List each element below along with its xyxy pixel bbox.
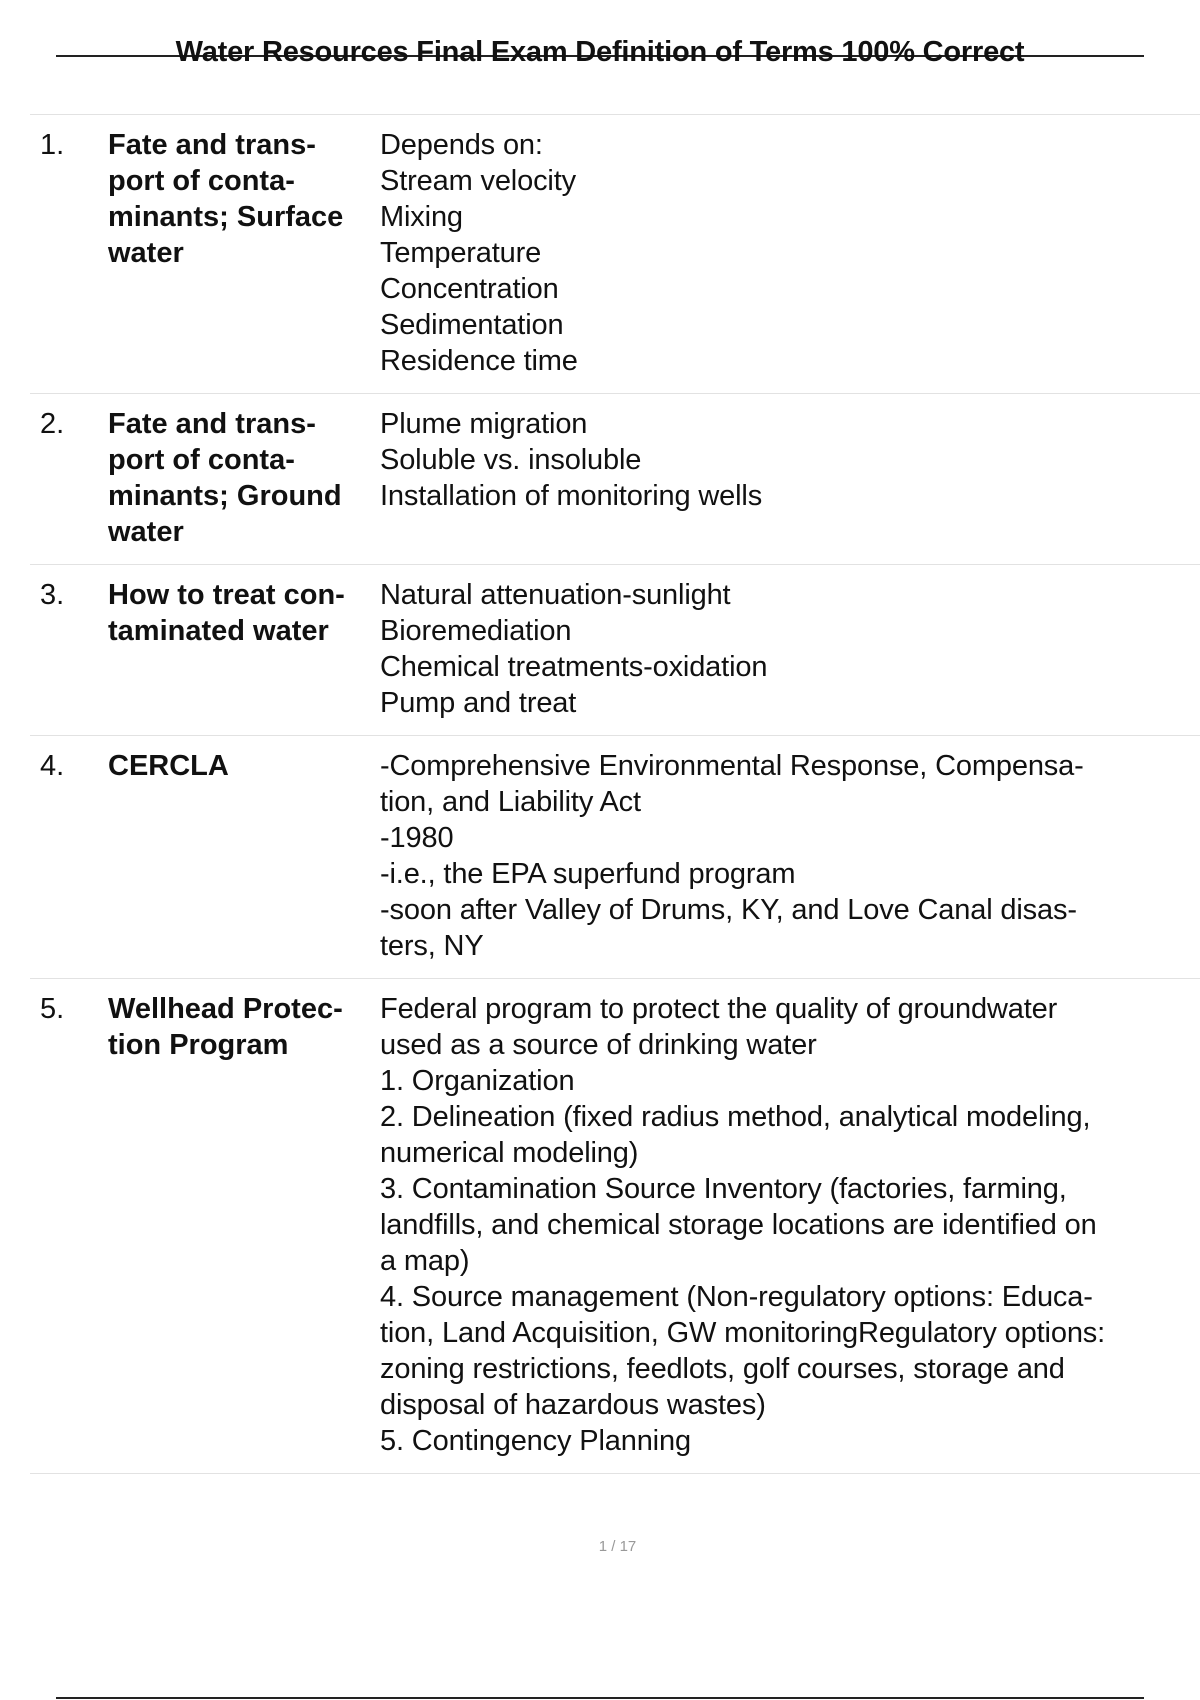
definition-line: 3. Contamination Source Inventory (factories, farming, <box>380 1173 1067 1205</box>
term-name <box>108 991 380 1063</box>
term-name-line: port of conta- <box>108 444 295 476</box>
definition-line: landfills, and chemical storage locations are identified on <box>380 1209 1097 1241</box>
definition-line: Residence time <box>380 345 578 377</box>
definition-line: -Comprehensive Environmental Response, Compensa- <box>380 750 1084 782</box>
term-number: 1. <box>40 129 65 161</box>
term-row <box>30 114 1200 393</box>
term-definition <box>380 127 1200 379</box>
term-row <box>30 393 1200 564</box>
term-name-line: taminated water <box>108 615 329 647</box>
definition-line: -i.e., the EPA superfund program <box>380 858 796 890</box>
term-name-line: minants; Ground <box>108 480 342 512</box>
terms-list <box>30 114 1200 1474</box>
footer-rule <box>56 1697 1144 1699</box>
term-name-line: water <box>108 237 184 269</box>
definition-line: -soon after Valley of Drums, KY, and Love Canal disas- <box>380 894 1077 926</box>
definition-line: Federal program to protect the quality of groundwater <box>380 993 1058 1025</box>
definition-line: tion, Land Acquisition, GW monitoringRegulatory options: <box>380 1317 1106 1349</box>
term-name-line: CERCLA <box>108 750 229 782</box>
document-title: Water Resources Final Exam Definition of Terms 100% Correct <box>175 36 1025 68</box>
definition-line: 5. Contingency Planning <box>380 1425 691 1457</box>
term-definition <box>380 991 1200 1459</box>
page-indicator: 1 / 17 <box>598 1538 637 1555</box>
term-number: 4. <box>40 750 65 782</box>
definition-line: ters, NY <box>380 930 484 962</box>
term-number: 5. <box>40 993 65 1025</box>
term-name-line: Wellhead Protec- <box>108 993 343 1025</box>
definition-line: 4. Source management (Non-regulatory options: Educa- <box>380 1281 1093 1313</box>
definition-line: Plume migration <box>380 408 588 440</box>
term-name <box>108 577 380 649</box>
term-name-line: Fate and trans- <box>108 408 316 440</box>
definition-line: disposal of hazardous wastes) <box>380 1389 766 1421</box>
definition-line: 1. Organization <box>380 1065 575 1097</box>
term-number: 3. <box>40 579 65 611</box>
term-name-line: tion Program <box>108 1029 289 1061</box>
definition-line: Pump and treat <box>380 687 577 719</box>
term-name-line: How to treat con- <box>108 579 345 611</box>
definition-line: used as a source of drinking water <box>380 1029 817 1061</box>
definition-line: Mixing <box>380 201 463 233</box>
definition-line: Soluble vs. insoluble <box>380 444 642 476</box>
term-name-line: minants; Surface <box>108 201 344 233</box>
definition-line: -1980 <box>380 822 454 854</box>
term-definition <box>380 577 1200 721</box>
definition-line: Natural attenuation-sunlight <box>380 579 731 611</box>
definition-line: Bioremediation <box>380 615 572 647</box>
definition-line: zoning restrictions, feedlots, golf courses, storage and <box>380 1353 1065 1385</box>
definition-line: a map) <box>380 1245 470 1277</box>
term-definition <box>380 748 1200 964</box>
term-number: 2. <box>40 408 65 440</box>
definition-line: Temperature <box>380 237 542 269</box>
definition-line: numerical modeling) <box>380 1137 639 1169</box>
term-name <box>108 127 380 271</box>
term-name-line: Fate and trans- <box>108 129 316 161</box>
definition-line: Depends on: <box>380 129 543 161</box>
definition-line: tion, and Liability Act <box>380 786 641 818</box>
document-title-bar <box>56 30 1144 74</box>
term-name <box>108 748 380 784</box>
term-name-line: port of conta- <box>108 165 295 197</box>
term-name <box>108 406 380 550</box>
term-definition <box>380 406 1200 514</box>
term-row <box>30 564 1200 735</box>
definition-line: Chemical treatments-oxidation <box>380 651 768 683</box>
definition-line: Stream velocity <box>380 165 576 197</box>
term-name-line: water <box>108 516 184 548</box>
definition-line: Sedimentation <box>380 309 564 341</box>
definition-line: 2. Delineation (fixed radius method, analytical modeling, <box>380 1101 1091 1133</box>
definition-line: Installation of monitoring wells <box>380 480 763 512</box>
definition-line: Concentration <box>380 273 559 305</box>
term-row <box>30 978 1200 1474</box>
term-row <box>30 735 1200 978</box>
